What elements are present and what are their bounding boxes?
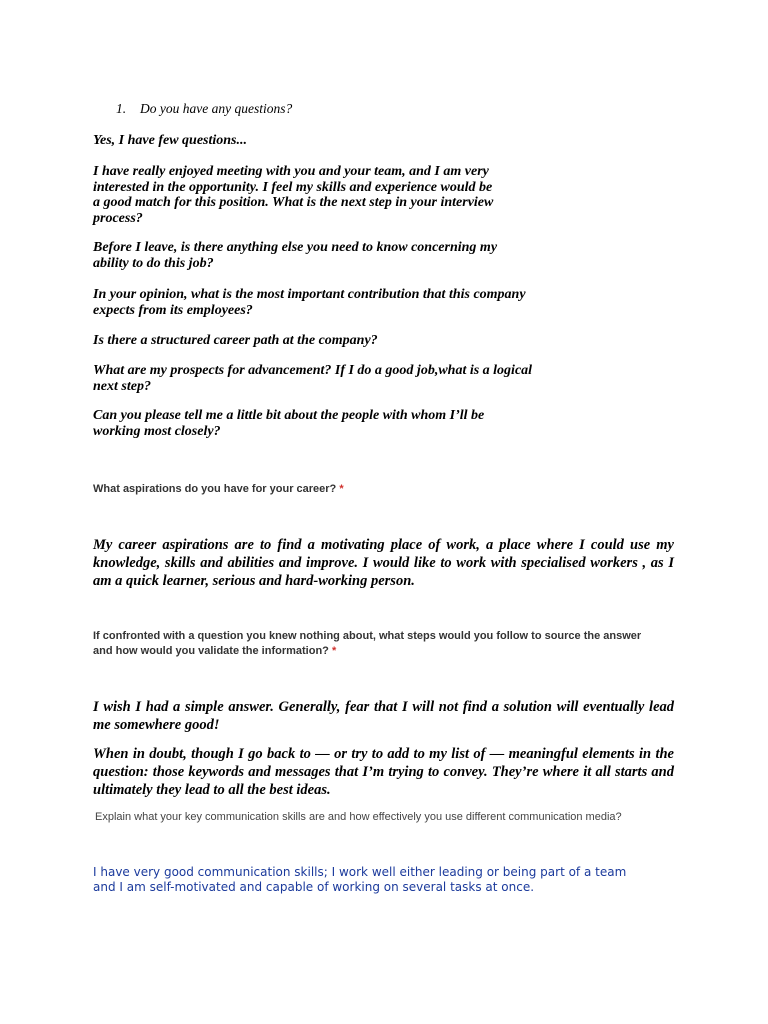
answer-line: expects from its employees? [93,302,253,318]
list-number: 1. [116,101,127,116]
question-text: Do you have any questions? [140,101,293,116]
answer-line: interested in the opportunity. I feel my skills and experience would be [93,179,493,195]
answer-line: next step? [93,378,151,394]
form-question-communication: Explain what your key communication skills are and how effectively you use different communication media? [95,811,622,823]
answer-paragraph [93,408,484,439]
required-marker: * [339,483,344,495]
answer-line: Yes, I have few questions... [93,133,247,148]
answer-line: ability to do this job? [93,255,214,271]
answer-communication [93,865,626,895]
answer-line: a good match for this position. What is the next step in your interview [93,195,494,210]
answer-paragraph [93,287,526,318]
form-question-unknown-question [93,629,641,659]
answer-line: Can you please tell me a little bit about the people with whom I’ll be [93,408,485,423]
form-question-aspirations [93,482,344,497]
answer-aspirations: My career aspirations are to find a motivating place of work, a place where I could use my knowledge, skills and abilities and improve. I would like to work with specialised workers , as I am a quick learner, serious and hard-working person. [93,537,674,589]
required-marker: * [331,645,337,657]
question-text: What aspirations do you have for your career? [93,483,337,495]
question-line: and how would you validate the information? [93,645,329,657]
answer-unknown-question-1: I wish I had a simple answer. Generally, fear that I will not find a solution will eventually lead me somewhere good! [93,699,674,733]
answer-line: working most closely? [93,423,221,439]
answer-paragraph [93,240,497,271]
question-1 [116,101,292,117]
answer-line: I have very good communication skills; I work well either leading or being part of a team [93,865,627,879]
answer-line: process? [93,210,143,226]
answer-unknown-question-2: When in doubt, though I go back to — or try to add to my list of — meaningful elements in the question: those keywords and messages that I’m trying to convey. They’re where it all starts and ultimately they lead to all the best ideas. [93,746,674,798]
answer-line: In your opinion, what is the most important contribution that this company [93,287,526,302]
answer-paragraph [93,333,378,349]
answer-line: Before I leave, is there anything else you need to know concerning my [93,240,498,255]
answer-line: I have really enjoyed meeting with you and your team, and I am very [93,164,489,179]
answer-line: and I am self-motivated and capable of working on several tasks at once. [93,880,535,894]
answer-paragraph [93,363,532,394]
answer-paragraph [93,164,493,226]
answer-line: Is there a structured career path at the company? [93,333,378,348]
question-line: If confronted with a question you knew nothing about, what steps would you follow to source the answer [93,630,642,642]
answer-paragraph [93,133,247,149]
answer-line: What are my prospects for advancement? If I do a good job,what is a logical [93,363,533,378]
